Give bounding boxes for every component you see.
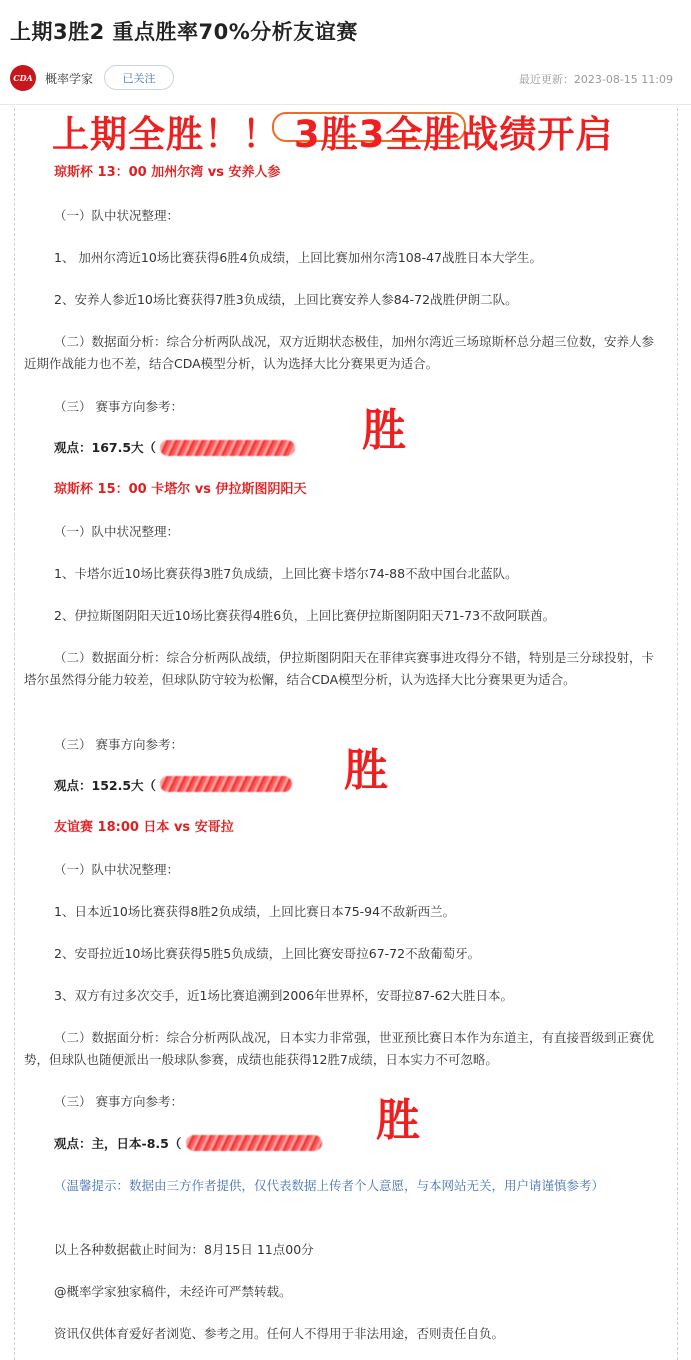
status-point: 3、双方有过多次交手，近1场比赛追溯到2006年世界杯，安哥拉87-62大胜日本。 (54, 988, 514, 1003)
data-cutoff: 以上各种数据截止时间为：8月15日 11点00分 (54, 1242, 314, 1257)
section-reference: （三） 赛事方向参考： (54, 399, 183, 414)
prediction-view: 观点：152.5大（ (54, 778, 157, 793)
section-reference: （三） 赛事方向参考： (54, 737, 183, 752)
status-point: 2、安哥拉近10场比赛获得5胜5负成绩，上回比赛安哥拉67-72不敌葡萄牙。 (54, 946, 481, 961)
match-title: 琼斯杯 15：00 卡塔尔 vs 伊拉斯图阴阳天 (54, 482, 307, 497)
author-bar (0, 60, 691, 96)
page-title: 上期3胜2 重点胜率70%分析友谊赛 (10, 20, 358, 44)
usage-disclaimer: 资讯仅供体育爱好者浏览、参考之用。任何人不得用于非法用途，否则责任自负。 (54, 1326, 505, 1341)
last-updated: 最近更新：2023-08-15 11:09 (518, 73, 673, 86)
status-point: 2、安养人参近10场比赛获得7胜3负成绩，上回比赛安养人参84-72战胜伊朗二队。 (54, 292, 518, 307)
section-reference: （三） 赛事方向参考： (54, 1094, 183, 1109)
status-point: 1、日本近10场比赛获得8胜2负成绩，上回比赛日本75-94不敌新西兰。 (54, 904, 456, 919)
section-status: （一）队中状况整理： (54, 208, 180, 223)
redaction-scribble (160, 776, 292, 792)
status-point: 1、 加州尔湾近10场比赛获得6胜4负成绩，上回比赛加州尔湾108-47战胜日本大学生。 (54, 250, 543, 265)
status-point: 1、卡塔尔近10场比赛获得3胜7负成绩，上回比赛卡塔尔74-88不敌中国台北蓝队。 (54, 566, 518, 581)
prediction-view: 观点：主，日本-8.5（ (54, 1136, 182, 1151)
disclaimer-note: （温馨提示：数据由三方作者提供，仅代表数据上传者个人意愿，与本网站无关，用户请谨慎参考） (54, 1178, 605, 1193)
win-mark: 胜 (362, 405, 406, 456)
follow-button[interactable]: 已关注 (104, 65, 174, 90)
data-analysis: （二）数据面分析：综合分析两队战况，双方近期状态极佳，加州尔湾近三场琼斯杯总分超三位数，安养人参近期作战能力也不差，结合CDA模型分析，认为选择大比分赛果更为适合。 (24, 334, 655, 371)
promo-banner: 上期全胜！！ 3胜3全胜战绩开启 (52, 113, 614, 156)
status-point: 2、伊拉斯图阴阳天近10场比赛获得4胜6负，上回比赛伊拉斯图阴阳天71-73不敌阿联酋。 (54, 608, 556, 623)
copyright-notice: @概率学家独家稿件，未经许可严禁转载。 (54, 1284, 292, 1299)
match-title: 友谊赛 18:00 日本 vs 安哥拉 (54, 820, 234, 835)
redaction-scribble (160, 440, 295, 456)
author-name[interactable]: 概率学家 (45, 72, 94, 86)
data-analysis: （二）数据面分析：综合分析两队战况，日本实力非常强，世亚预比赛日本作为东道主，有直接晋级到正赛优势，但球队也随便派出一般球队参赛，成绩也能获得12胜7成绩，日本实力不可忽略。 (24, 1030, 655, 1067)
redaction-scribble (186, 1135, 322, 1151)
author-avatar[interactable]: CDA (10, 65, 36, 91)
data-analysis: （二）数据面分析：综合分析两队战绩，伊拉斯图阴阳天在菲律宾赛事进攻得分不错，特别是三分球投射，卡塔尔虽然得分能力较差，但球队防守较为松懈，结合CDA模型分析，认为选择大比分赛果更为适合。 (24, 650, 655, 687)
win-mark: 胜 (376, 1095, 420, 1146)
prediction-view: 观点：167.5大（ (54, 440, 157, 455)
win-mark: 胜 (344, 745, 388, 796)
match-title: 琼斯杯 13：00 加州尔湾 vs 安养人参 (54, 165, 281, 180)
section-status: （一）队中状况整理： (54, 862, 180, 877)
section-status: （一）队中状况整理： (54, 524, 180, 539)
